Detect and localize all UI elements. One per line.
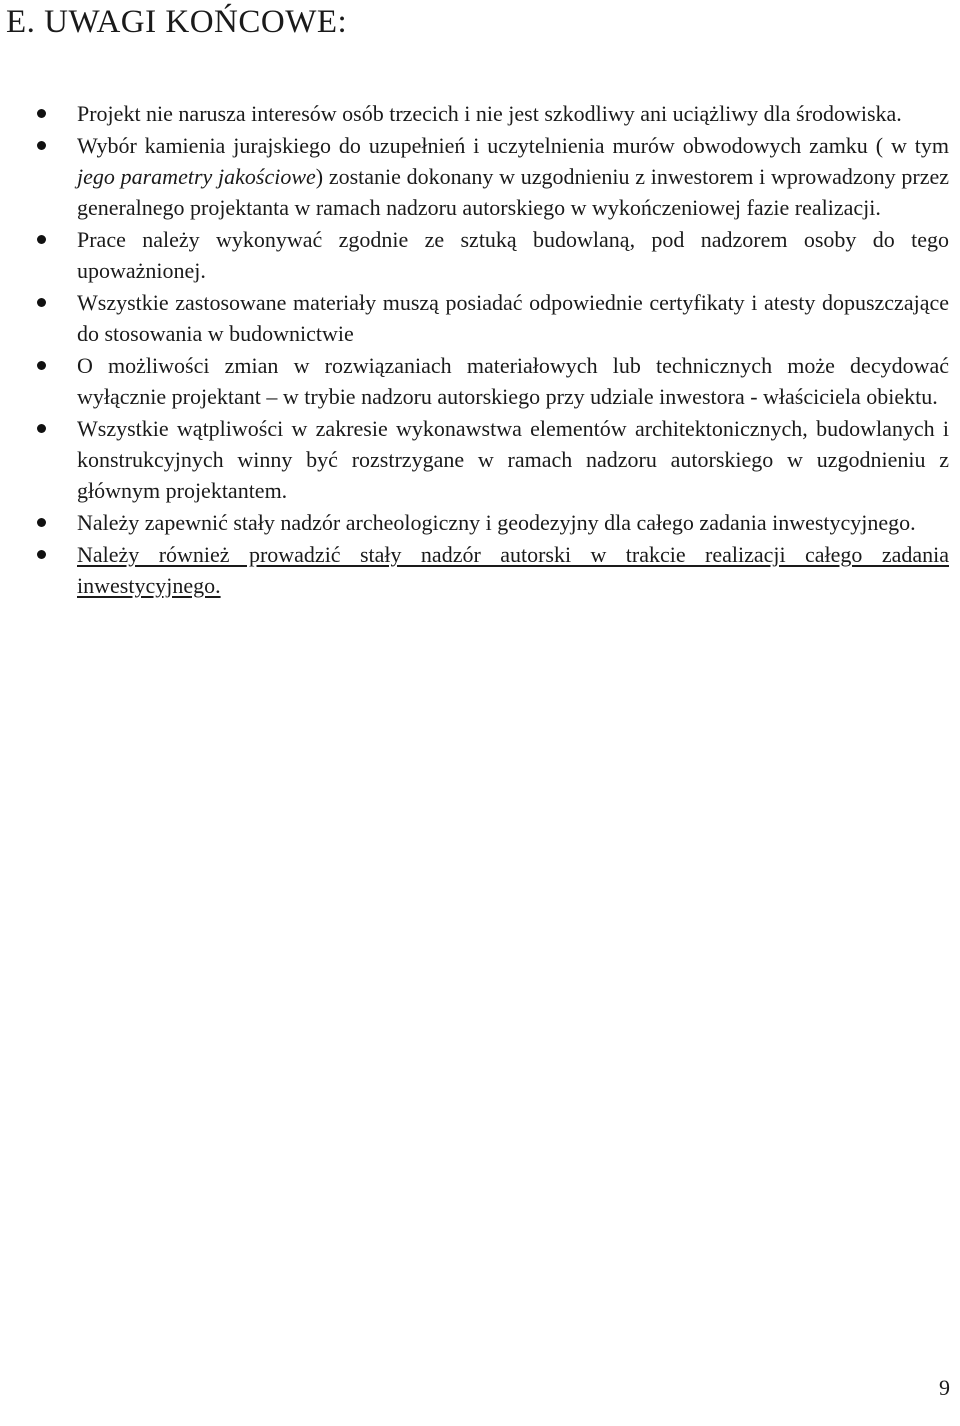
section-heading: E. UWAGI KOŃCOWE: — [6, 4, 348, 40]
bullet-icon — [37, 141, 46, 150]
note-text: Należy również prowadzić stały nadzór autorski w trakcie realizacji całego zadania inwestycyjnego. — [77, 542, 949, 598]
bullet-icon — [37, 109, 46, 118]
bullet-icon — [37, 518, 46, 527]
list-item — [77, 507, 949, 538]
bullet-icon — [37, 550, 46, 559]
list-item — [77, 130, 949, 223]
note-italic-text: jego parametry jakościowe — [77, 164, 316, 189]
note-text: O możliwości zmian w rozwiązaniach materiałowych lub technicznych może decydować wyłącznie projektant – w trybie nadzoru autorskiego przy udziale inwestora - właściciela obiektu. — [77, 353, 949, 409]
note-text: ) zostanie dokonany w uzgodnieniu z inwestorem i wprowadzony przez generalnego projektanta w ramach nadzoru autorskiego w wykończeniowej fazie realizacji. — [77, 164, 949, 220]
list-item — [77, 287, 949, 349]
bullet-icon — [37, 235, 46, 244]
list-item — [77, 413, 949, 506]
bullet-icon — [37, 361, 46, 370]
final-remarks-list — [77, 98, 949, 602]
list-item-underlined — [77, 539, 949, 601]
note-text: Projekt nie narusza interesów osób trzecich i nie jest szkodliwy ani uciążliwy dla środowiska. — [77, 101, 902, 126]
note-text: Wybór kamienia jurajskiego do uzupełnień i uczytelnienia murów obwodowych zamku ( w tym — [77, 133, 949, 158]
bullet-icon — [37, 424, 46, 433]
page-number: 9 — [939, 1375, 950, 1400]
note-text: Prace należy wykonywać zgodnie ze sztuką budowlaną, pod nadzorem osoby do tego upoważnionej. — [77, 227, 949, 283]
list-item — [77, 224, 949, 286]
note-text: Wszystkie wątpliwości w zakresie wykonawstwa elementów architektonicznych, budowlanych i konstrukcyjnych winny być rozstrzygane w ramach nadzoru autorskiego w uzgodnieniu z głównym projektantem. — [77, 416, 949, 503]
list-item — [77, 98, 949, 129]
note-text: Wszystkie zastosowane materiały muszą posiadać odpowiednie certyfikaty i atesty dopuszczające do stosowania w budownictwie — [77, 290, 949, 346]
list-item — [77, 350, 949, 412]
note-text: Należy zapewnić stały nadzór archeologiczny i geodezyjny dla całego zadania inwestycyjnego. — [77, 510, 916, 535]
bullet-icon — [37, 298, 46, 307]
